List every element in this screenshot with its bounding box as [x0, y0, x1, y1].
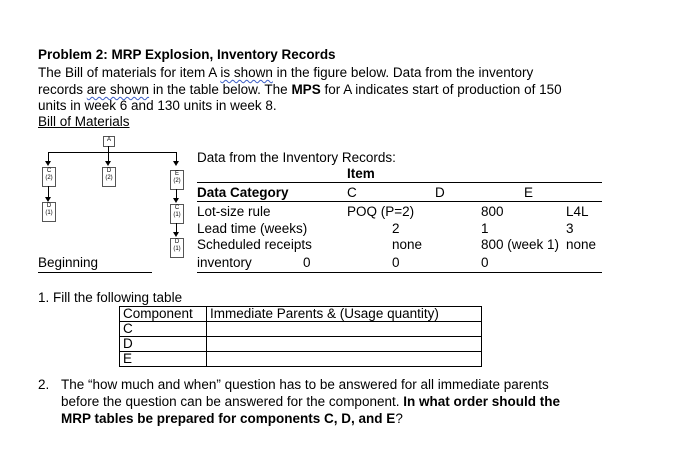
component-table: [119, 306, 482, 367]
intro-line-1: The Bill of materials for item A is shown in the figure below. Data from the inventory: [38, 65, 534, 80]
row-lot-size-e: L4L: [566, 204, 589, 219]
row-scheduled-c: none: [392, 237, 423, 252]
category-header: Data Category: [197, 185, 289, 200]
bom-node-d: D (2): [102, 167, 116, 187]
component-e: E: [120, 352, 207, 367]
bom-heading: Bill of Materials: [38, 114, 130, 129]
question-2-line-3: MRP tables be prepared for components C, D, and E?: [61, 411, 403, 426]
parents-header: Immediate Parents & (Usage quantity): [207, 307, 482, 322]
row-lot-size-d: 800: [481, 204, 504, 219]
component-c: C: [120, 322, 207, 337]
beginning-label: Beginning: [38, 255, 99, 270]
question-2-line-2: before the question can be answered for the component. In what order should the: [61, 394, 560, 409]
inventory-value-d: 0: [481, 255, 489, 270]
item-header: Item: [347, 166, 375, 181]
col-e: E: [524, 185, 534, 200]
row-scheduled-e: none: [566, 237, 597, 252]
row-lot-size-c: POQ (P=2): [347, 204, 415, 219]
inventory-value-c: 0: [392, 255, 400, 270]
parents-e-cell[interactable]: [207, 352, 482, 367]
question-1: 1. Fill the following table: [38, 290, 183, 305]
row-scheduled-d: 800 (week 1): [481, 237, 560, 252]
parents-d-cell[interactable]: [207, 337, 482, 352]
bom-node-c: C (2): [42, 167, 56, 187]
row-lead-time-label: Lead time (weeks): [197, 221, 308, 236]
inventory-heading: Data from the Inventory Records:: [197, 150, 396, 165]
question-2-line-1: The “how much and when” question has to be answered for all immediate parents: [61, 377, 549, 392]
bom-node-e: E (2): [170, 170, 184, 190]
bom-node-e-c: C (1): [170, 204, 184, 224]
col-c: C: [347, 185, 357, 200]
component-d: D: [120, 337, 207, 352]
row-lot-size-label: Lot-size rule: [197, 204, 271, 219]
inventory-label: inventory: [197, 255, 252, 270]
bom-node-e-d: D (1): [170, 238, 184, 258]
component-header: Component: [120, 307, 207, 322]
row-lead-time-d: 1: [481, 221, 489, 236]
row-lead-time-e: 3: [566, 221, 574, 236]
row-scheduled-label: Scheduled receipts: [197, 237, 312, 252]
bom-node-c-d: D (1): [42, 202, 56, 222]
intro-line-2: records are shown in the table below. The MPS for A indicates start of production of 150: [38, 82, 562, 97]
parents-c-cell[interactable]: [207, 322, 482, 337]
col-d: D: [435, 185, 445, 200]
intro-line-3: units in week 6 and 130 units in week 8.: [38, 98, 277, 113]
problem-title: Problem 2: MRP Explosion, Inventory Records: [38, 47, 336, 62]
bom-node-a: A: [103, 136, 115, 147]
question-2-number: 2.: [38, 377, 50, 392]
inventory-value-blank: 0: [303, 255, 311, 270]
row-lead-time-c: 2: [392, 221, 400, 236]
